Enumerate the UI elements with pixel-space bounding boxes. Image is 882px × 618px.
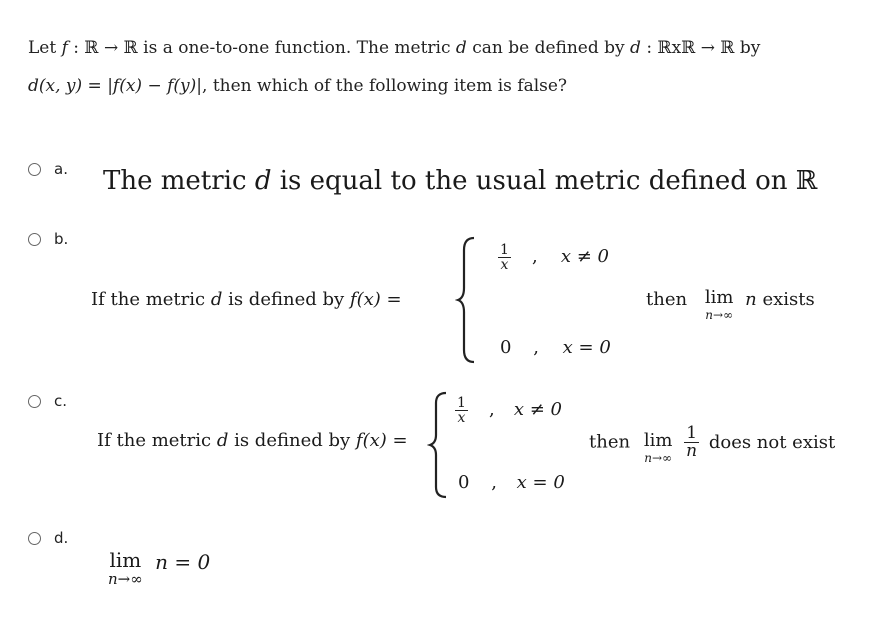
option-formula: n = 0 [155,550,211,574]
option-symbol: d [210,289,223,310]
option-symbol: d [254,166,272,196]
option-b-case-2 [500,337,611,358]
limit-operator [108,550,143,587]
option-c-limit-fraction [684,422,699,461]
case-condition: x = 0 [516,472,565,493]
option-b-tail [646,289,815,321]
option-a-letter: a. [54,160,68,178]
question-text: , then which of the following item is false? [202,76,568,96]
question-line-1 [28,37,760,59]
option-symbol: d [216,430,229,451]
case-condition: x ≠ 0 [560,246,609,267]
option-formula: f(x) = [355,430,408,451]
option-c-radio[interactable] [28,395,41,408]
question-text: : ℝ → ℝ is a one-to-one function. The metric [73,38,451,58]
option-c-tail [589,420,835,464]
option-a-radio[interactable] [28,163,41,176]
option-text: is defined by [228,289,345,310]
fraction-numerator: 1 [500,242,509,258]
question-symbol: d [630,38,641,58]
question-symbol: f [61,38,68,58]
option-text: The metric [103,166,247,196]
question-text: Let [28,38,57,58]
case-condition: x = 0 [562,337,611,358]
case-separator: , [533,337,539,358]
option-d-letter: d. [54,529,69,547]
option-symbol: n [745,289,757,310]
option-formula: f(x) = [349,289,402,310]
limit-operator [705,289,734,321]
option-d-radio[interactable] [28,532,41,545]
fraction-denominator: x [457,410,466,426]
case-separator: , [491,472,497,493]
option-c-case-1 [455,396,562,425]
option-b-fraction [498,243,511,272]
question-line-2 [28,75,567,97]
question-text: can be defined by [472,38,625,58]
option-text: exists [762,289,815,310]
option-a-text[interactable] [103,166,817,196]
limit-subscript: n→∞ [644,451,672,465]
fraction-numerator: 1 [457,395,466,411]
option-text: If the metric [97,430,212,451]
case-value: 0 [500,337,512,358]
limit-subscript: n→∞ [705,308,733,322]
option-text: then [646,289,688,310]
option-c-fraction [455,396,468,425]
option-text: If the metric [91,289,206,310]
option-b-case-1 [498,243,609,272]
option-c-case-2 [458,472,565,493]
fraction-denominator: n [686,440,698,461]
question-symbol: d [455,38,467,58]
limit-label: lim [704,287,734,308]
case-separator: , [489,399,495,420]
case-condition: x ≠ 0 [513,399,562,420]
limit-label: lim [109,548,142,572]
option-c-lead [97,430,408,451]
option-text: then [589,431,631,453]
question-text: : ℝxℝ → ℝ by [646,38,761,58]
limit-subscript: n→∞ [108,570,143,588]
question-formula: d(x, y) = |f(x) − f(y)| [28,76,203,96]
option-b-radio[interactable] [28,233,41,246]
fraction-denominator: x [500,257,509,273]
case-value: 0 [458,472,470,493]
option-c-brace [427,391,449,499]
limit-operator [644,432,673,464]
option-text: is defined by [234,430,351,451]
option-b-lead [91,289,402,310]
case-separator: , [532,246,538,267]
option-b-letter: b. [54,230,69,248]
option-text: does not exist [708,431,836,453]
limit-label: lim [643,430,673,451]
option-c-letter: c. [54,392,68,410]
fraction-numerator: 1 [686,422,698,443]
option-text: is equal to the usual metric defined on ℝ [279,166,818,196]
option-b-brace [455,236,477,364]
option-d-text[interactable] [108,550,210,587]
